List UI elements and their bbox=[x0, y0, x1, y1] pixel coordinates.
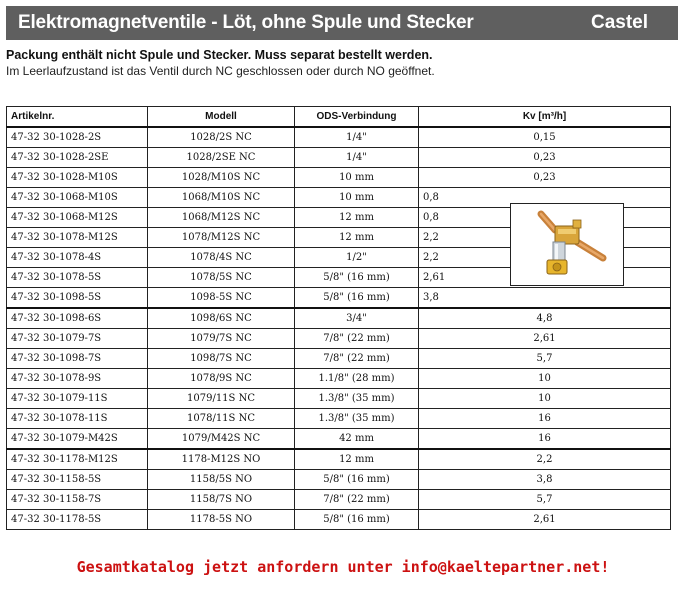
header-banner bbox=[6, 6, 678, 40]
table-row bbox=[7, 288, 671, 309]
cell-kv: 5,7 bbox=[419, 490, 671, 510]
cell-modell: 1028/2S NC bbox=[148, 127, 295, 148]
cell-modell: 1028/M10S NC bbox=[148, 168, 295, 188]
column-header-ods: ODS-Verbindung bbox=[295, 107, 419, 128]
table-row bbox=[7, 449, 671, 470]
cell-modell: 1178-5S NO bbox=[148, 510, 295, 530]
cell-ods: 10 mm bbox=[295, 168, 419, 188]
cell-kv: 2,2 bbox=[419, 248, 671, 268]
cell-artikelnr: 47-32 30-1079-11S bbox=[7, 389, 148, 409]
cell-ods: 1.3/8" (35 mm) bbox=[295, 389, 419, 409]
cell-artikelnr: 47-32 30-1158-5S bbox=[7, 470, 148, 490]
cell-artikelnr: 47-32 30-1028-M10S bbox=[7, 168, 148, 188]
cell-kv: 10 bbox=[419, 389, 671, 409]
cell-artikelnr: 47-32 30-1068-M12S bbox=[7, 208, 148, 228]
cell-artikelnr: 47-32 30-1098-6S bbox=[7, 308, 148, 329]
table-row bbox=[7, 369, 671, 389]
table-header-row bbox=[7, 107, 671, 128]
cell-modell: 1079/M42S NC bbox=[148, 429, 295, 450]
cell-kv: 2,61 bbox=[419, 268, 671, 288]
cell-ods: 1/4" bbox=[295, 127, 419, 148]
table-row bbox=[7, 409, 671, 429]
cell-ods: 5/8" (16 mm) bbox=[295, 288, 419, 309]
cell-artikelnr: 47-32 30-1078-4S bbox=[7, 248, 148, 268]
cell-modell: 1078/5S NC bbox=[148, 268, 295, 288]
cell-artikelnr: 47-32 30-1079-M42S bbox=[7, 429, 148, 450]
cell-modell: 1158/7S NO bbox=[148, 490, 295, 510]
cell-ods: 7/8" (22 mm) bbox=[295, 349, 419, 369]
table-row bbox=[7, 329, 671, 349]
cell-kv: 16 bbox=[419, 429, 671, 450]
cell-kv: 0,8 bbox=[419, 188, 671, 208]
cell-kv: 0,15 bbox=[419, 127, 671, 148]
cell-ods: 5/8" (16 mm) bbox=[295, 268, 419, 288]
cell-ods: 10 mm bbox=[295, 188, 419, 208]
cell-ods: 12 mm bbox=[295, 208, 419, 228]
cell-ods: 1/2" bbox=[295, 248, 419, 268]
cell-kv: 2,61 bbox=[419, 329, 671, 349]
cell-kv: 0,8 bbox=[419, 208, 671, 228]
catalog-request-note: Gesamtkatalog jetzt anfordern unter info@kaeltepartner.net! bbox=[76, 558, 610, 576]
cell-kv: 5,7 bbox=[419, 349, 671, 369]
cell-modell: 1098-5S NC bbox=[148, 288, 295, 309]
cell-artikelnr: 47-32 30-1078-11S bbox=[7, 409, 148, 429]
page-title: Elektromagnetventile - Löt, ohne Spule und Stecker bbox=[18, 12, 474, 33]
table-row bbox=[7, 127, 671, 148]
cell-artikelnr: 47-32 30-1158-7S bbox=[7, 490, 148, 510]
cell-kv: 3,8 bbox=[419, 288, 671, 309]
cell-modell: 1098/7S NC bbox=[148, 349, 295, 369]
cell-ods: 1.3/8" (35 mm) bbox=[295, 409, 419, 429]
cell-ods: 1/4" bbox=[295, 148, 419, 168]
cell-modell: 1098/6S NC bbox=[148, 308, 295, 329]
cell-kv: 0,23 bbox=[419, 168, 671, 188]
package-note: Packung enthält nicht Spule und Stecker. Muss separat bestellt werden. bbox=[6, 48, 433, 62]
cell-ods: 42 mm bbox=[295, 429, 419, 450]
table-row bbox=[7, 389, 671, 409]
cell-kv: 2,2 bbox=[419, 449, 671, 470]
cell-modell: 1079/11S NC bbox=[148, 389, 295, 409]
table-body bbox=[7, 127, 671, 530]
cell-ods: 3/4" bbox=[295, 308, 419, 329]
cell-modell: 1078/11S NC bbox=[148, 409, 295, 429]
cell-kv: 2,61 bbox=[419, 510, 671, 530]
cell-modell: 1028/2SE NC bbox=[148, 148, 295, 168]
solenoid-valve-image bbox=[510, 203, 624, 286]
cell-kv: 10 bbox=[419, 369, 671, 389]
solenoid-valve-icon bbox=[511, 204, 622, 284]
cell-artikelnr: 47-32 30-1178-5S bbox=[7, 510, 148, 530]
cell-ods: 7/8" (22 mm) bbox=[295, 329, 419, 349]
column-header-kv: Kv [m³/h] bbox=[419, 107, 671, 128]
cell-modell: 1079/7S NC bbox=[148, 329, 295, 349]
cell-ods: 12 mm bbox=[295, 228, 419, 248]
cell-modell: 1178-M12S NO bbox=[148, 449, 295, 470]
cell-kv: 4,8 bbox=[419, 308, 671, 329]
cell-artikelnr: 47-32 30-1098-5S bbox=[7, 288, 148, 309]
table-row bbox=[7, 148, 671, 168]
cell-artikelnr: 47-32 30-1028-2S bbox=[7, 127, 148, 148]
cell-ods: 5/8" (16 mm) bbox=[295, 470, 419, 490]
cell-artikelnr: 47-32 30-1178-M12S bbox=[7, 449, 148, 470]
column-header-artikelnr: Artikelnr. bbox=[7, 107, 148, 128]
cell-kv: 3,8 bbox=[419, 470, 671, 490]
table-row bbox=[7, 429, 671, 450]
cell-ods: 1.1/8" (28 mm) bbox=[295, 369, 419, 389]
table-row bbox=[7, 510, 671, 530]
cell-modell: 1078/M12S NC bbox=[148, 228, 295, 248]
table-row bbox=[7, 168, 671, 188]
cell-kv: 0,23 bbox=[419, 148, 671, 168]
cell-modell: 1068/M12S NC bbox=[148, 208, 295, 228]
cell-artikelnr: 47-32 30-1068-M10S bbox=[7, 188, 148, 208]
cell-artikelnr: 47-32 30-1078-M12S bbox=[7, 228, 148, 248]
table-row bbox=[7, 308, 671, 329]
cell-modell: 1068/M10S NC bbox=[148, 188, 295, 208]
table-row bbox=[7, 349, 671, 369]
cell-ods: 12 mm bbox=[295, 449, 419, 470]
cell-artikelnr: 47-32 30-1078-5S bbox=[7, 268, 148, 288]
cell-artikelnr: 47-32 30-1098-7S bbox=[7, 349, 148, 369]
cell-ods: 7/8" (22 mm) bbox=[295, 490, 419, 510]
cell-ods: 5/8" (16 mm) bbox=[295, 510, 419, 530]
brand-name: Castel bbox=[590, 12, 648, 33]
cell-artikelnr: 47-32 30-1028-2SE bbox=[7, 148, 148, 168]
column-header-modell: Modell bbox=[148, 107, 295, 128]
table-row bbox=[7, 470, 671, 490]
state-note: Im Leerlaufzustand ist das Ventil durch NC geschlossen oder durch NO geöffnet. bbox=[6, 64, 435, 78]
cell-modell: 1078/9S NC bbox=[148, 369, 295, 389]
table-row bbox=[7, 490, 671, 510]
cell-kv: 2,2 bbox=[419, 228, 671, 248]
cell-artikelnr: 47-32 30-1079-7S bbox=[7, 329, 148, 349]
cell-modell: 1158/5S NO bbox=[148, 470, 295, 490]
cell-artikelnr: 47-32 30-1078-9S bbox=[7, 369, 148, 389]
cell-kv: 16 bbox=[419, 409, 671, 429]
cell-modell: 1078/4S NC bbox=[148, 248, 295, 268]
valve-table bbox=[6, 106, 671, 530]
